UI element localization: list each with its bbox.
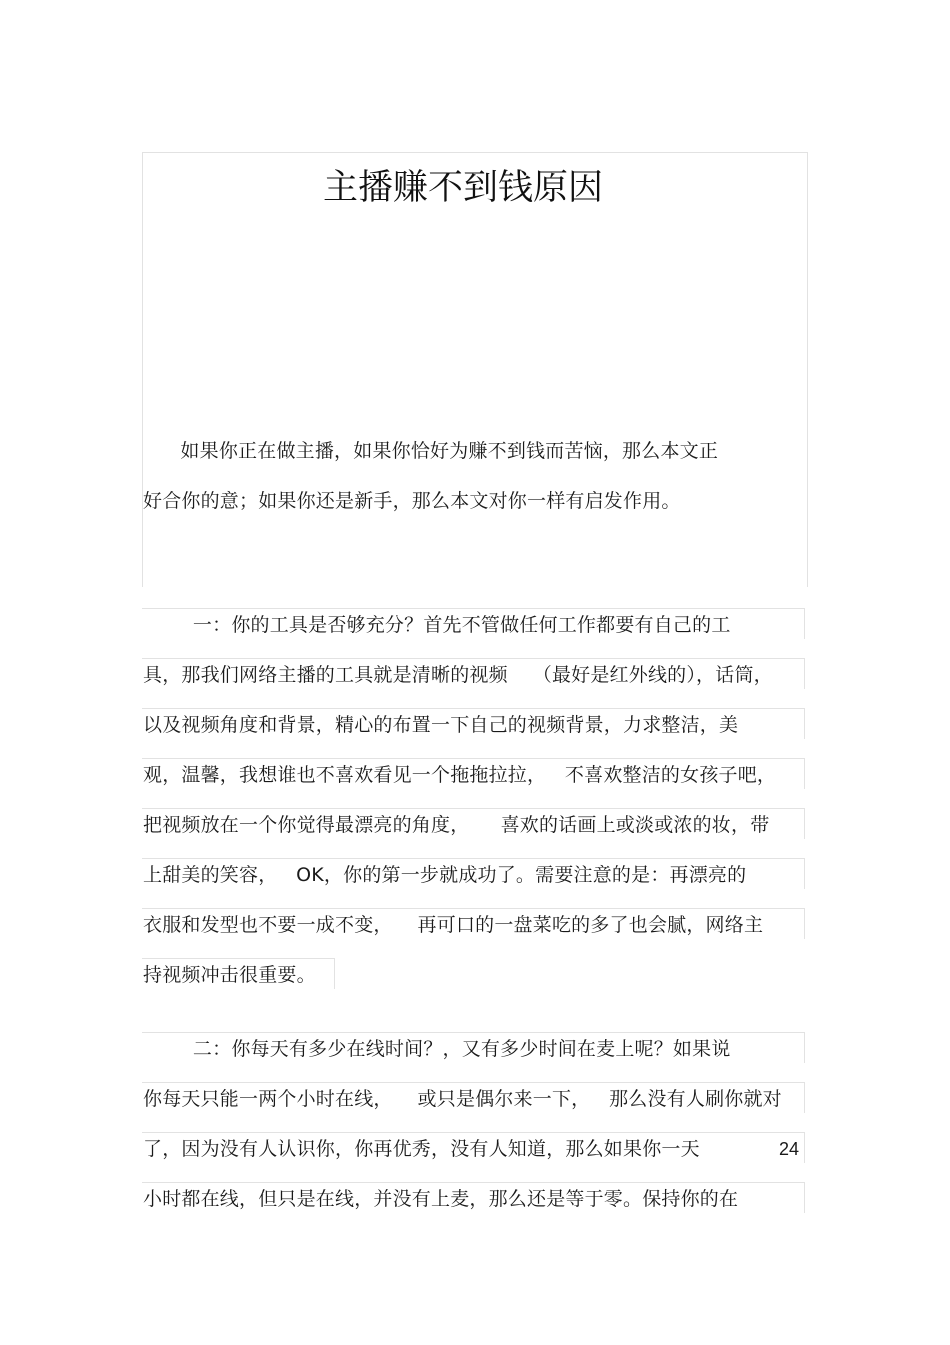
section2-line: 二：你每天有多少在线时间？，又有多少时间在麦上呢？如果说 (143, 1038, 731, 1060)
section1-line: 上甜美的笑容， OK，你的第一步就成功了。需要注意的是：再漂亮的 (143, 864, 747, 886)
section1-line: 以及视频角度和背景，精心的布置一下自己的视频背景，力求整洁，美 (143, 714, 739, 736)
section2-line: 了，因为没有人认识你，你再优秀，没有人知道，那么如果你一天 (143, 1138, 700, 1160)
section1-line: 把视频放在一个你觉得最漂亮的角度， 喜欢的话画上或淡或浓的妆，带 (143, 814, 770, 836)
section1-line: 具，那我们网络主播的工具就是清晰的视频 （最好是红外线的），话筒， (143, 664, 773, 686)
page-number: 24 (779, 1139, 800, 1159)
section2-line: 你每天只能一两个小时在线， 或只是偶尔来一下， 那么没有人刷你就对 (143, 1088, 782, 1110)
section1-line: 衣服和发型也不要一成不变， 再可口的一盘菜吃的多了也会腻，网络主 (143, 914, 764, 936)
section1-line: 持视频冲击很重要。 (143, 964, 316, 986)
intro-frame (142, 152, 808, 587)
section2-line: 小时都在线，但只是在线，并没有上麦，那么还是等于零。保持你的在 (143, 1188, 739, 1210)
section1-line: 观，温馨，我想谁也不喜欢看见一个拖拖拉拉， 不喜欢整洁的女孩子吧， (143, 764, 777, 786)
section1-line: 一：你的工具是否够充分？首先不管做任何工作都要有自己的工 (143, 614, 731, 636)
intro-line: 如果你正在做主播，如果你恰好为赚不到钱而苦恼，那么本文正 (143, 440, 719, 462)
page-title: 主播赚不到钱原因 (322, 168, 603, 208)
intro-line: 好合你的意；如果你还是新手，那么本文对你一样有启发作用。 (143, 490, 681, 512)
